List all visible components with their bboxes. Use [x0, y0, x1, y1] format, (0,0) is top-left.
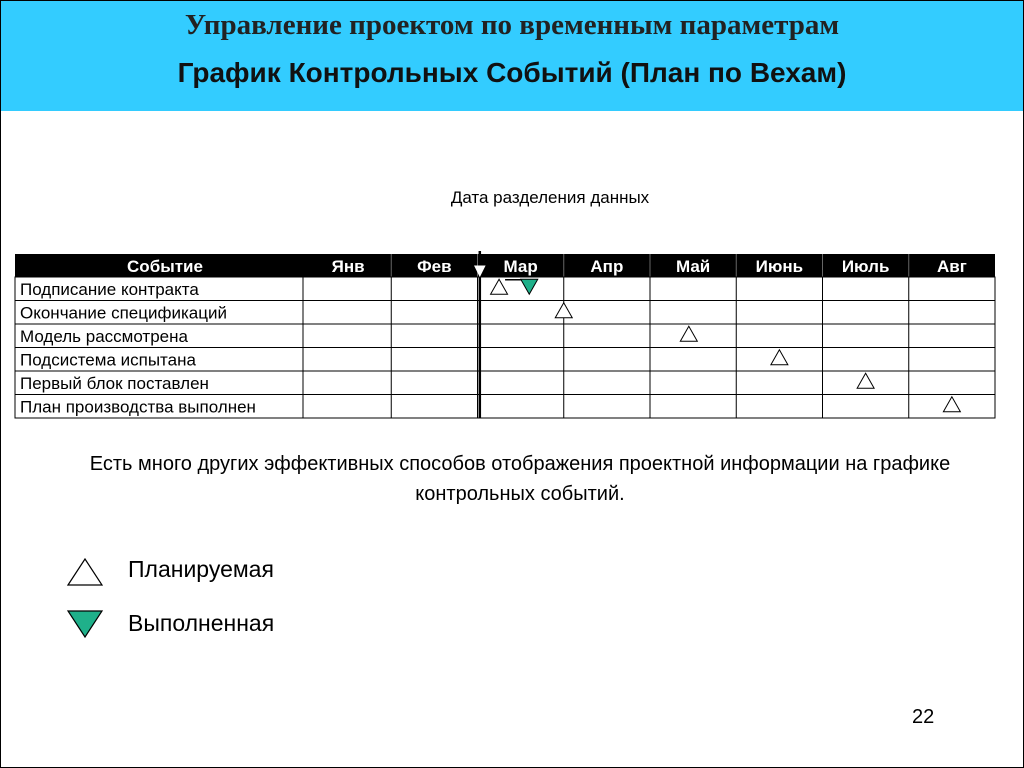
milestone-table [0, 240, 1024, 430]
legend-planned-label: Планируемая [128, 556, 274, 582]
month-header-2: Фев [417, 257, 452, 276]
month-header-4: Апр [590, 257, 624, 276]
slide-subtitle: График Контрольных Событий (План по Вехам) [177, 57, 847, 88]
event-label: Подписание контракта [20, 280, 199, 299]
event-label: Окончание спецификаций [20, 303, 227, 323]
planned-milestone-marker [943, 397, 960, 412]
month-header-6: Июнь [755, 257, 804, 276]
planned-milestone-marker [771, 350, 788, 365]
cutoff-date-label: Дата разделения данных [450, 188, 650, 207]
event-label: План производства выполнен [20, 397, 256, 417]
month-header-3: Мар [503, 257, 538, 276]
month-header-8: Авг [936, 257, 967, 276]
month-header-7: Июль [841, 257, 890, 276]
slide-header [1, 1, 1023, 111]
planned-milestone-marker [491, 279, 508, 294]
event-label: Подсистема испытана [20, 350, 196, 370]
planned-milestone-marker [857, 373, 874, 388]
completed-milestone-marker [521, 279, 538, 294]
planned-milestone-marker [680, 326, 697, 341]
page-number: 22 [912, 706, 935, 728]
legend-completed-label: Выполненная [128, 610, 275, 636]
slide-title: Управление проектом по временным параметрам [184, 9, 840, 41]
planned-milestone-marker [555, 303, 572, 318]
event-label: Первый блок поставлен [20, 374, 209, 393]
event-label: Модель рассмотрена [20, 327, 188, 346]
event-column-header: Событие [127, 257, 203, 276]
planned-triangle-icon [66, 556, 106, 588]
month-header-5: Май [675, 257, 711, 276]
explanatory-note: Есть много других эффективных способов отображения проектной информации на графике контрольных событий. [89, 453, 951, 505]
completed-triangle-icon [66, 608, 106, 640]
month-header-1: Янв [331, 257, 365, 276]
